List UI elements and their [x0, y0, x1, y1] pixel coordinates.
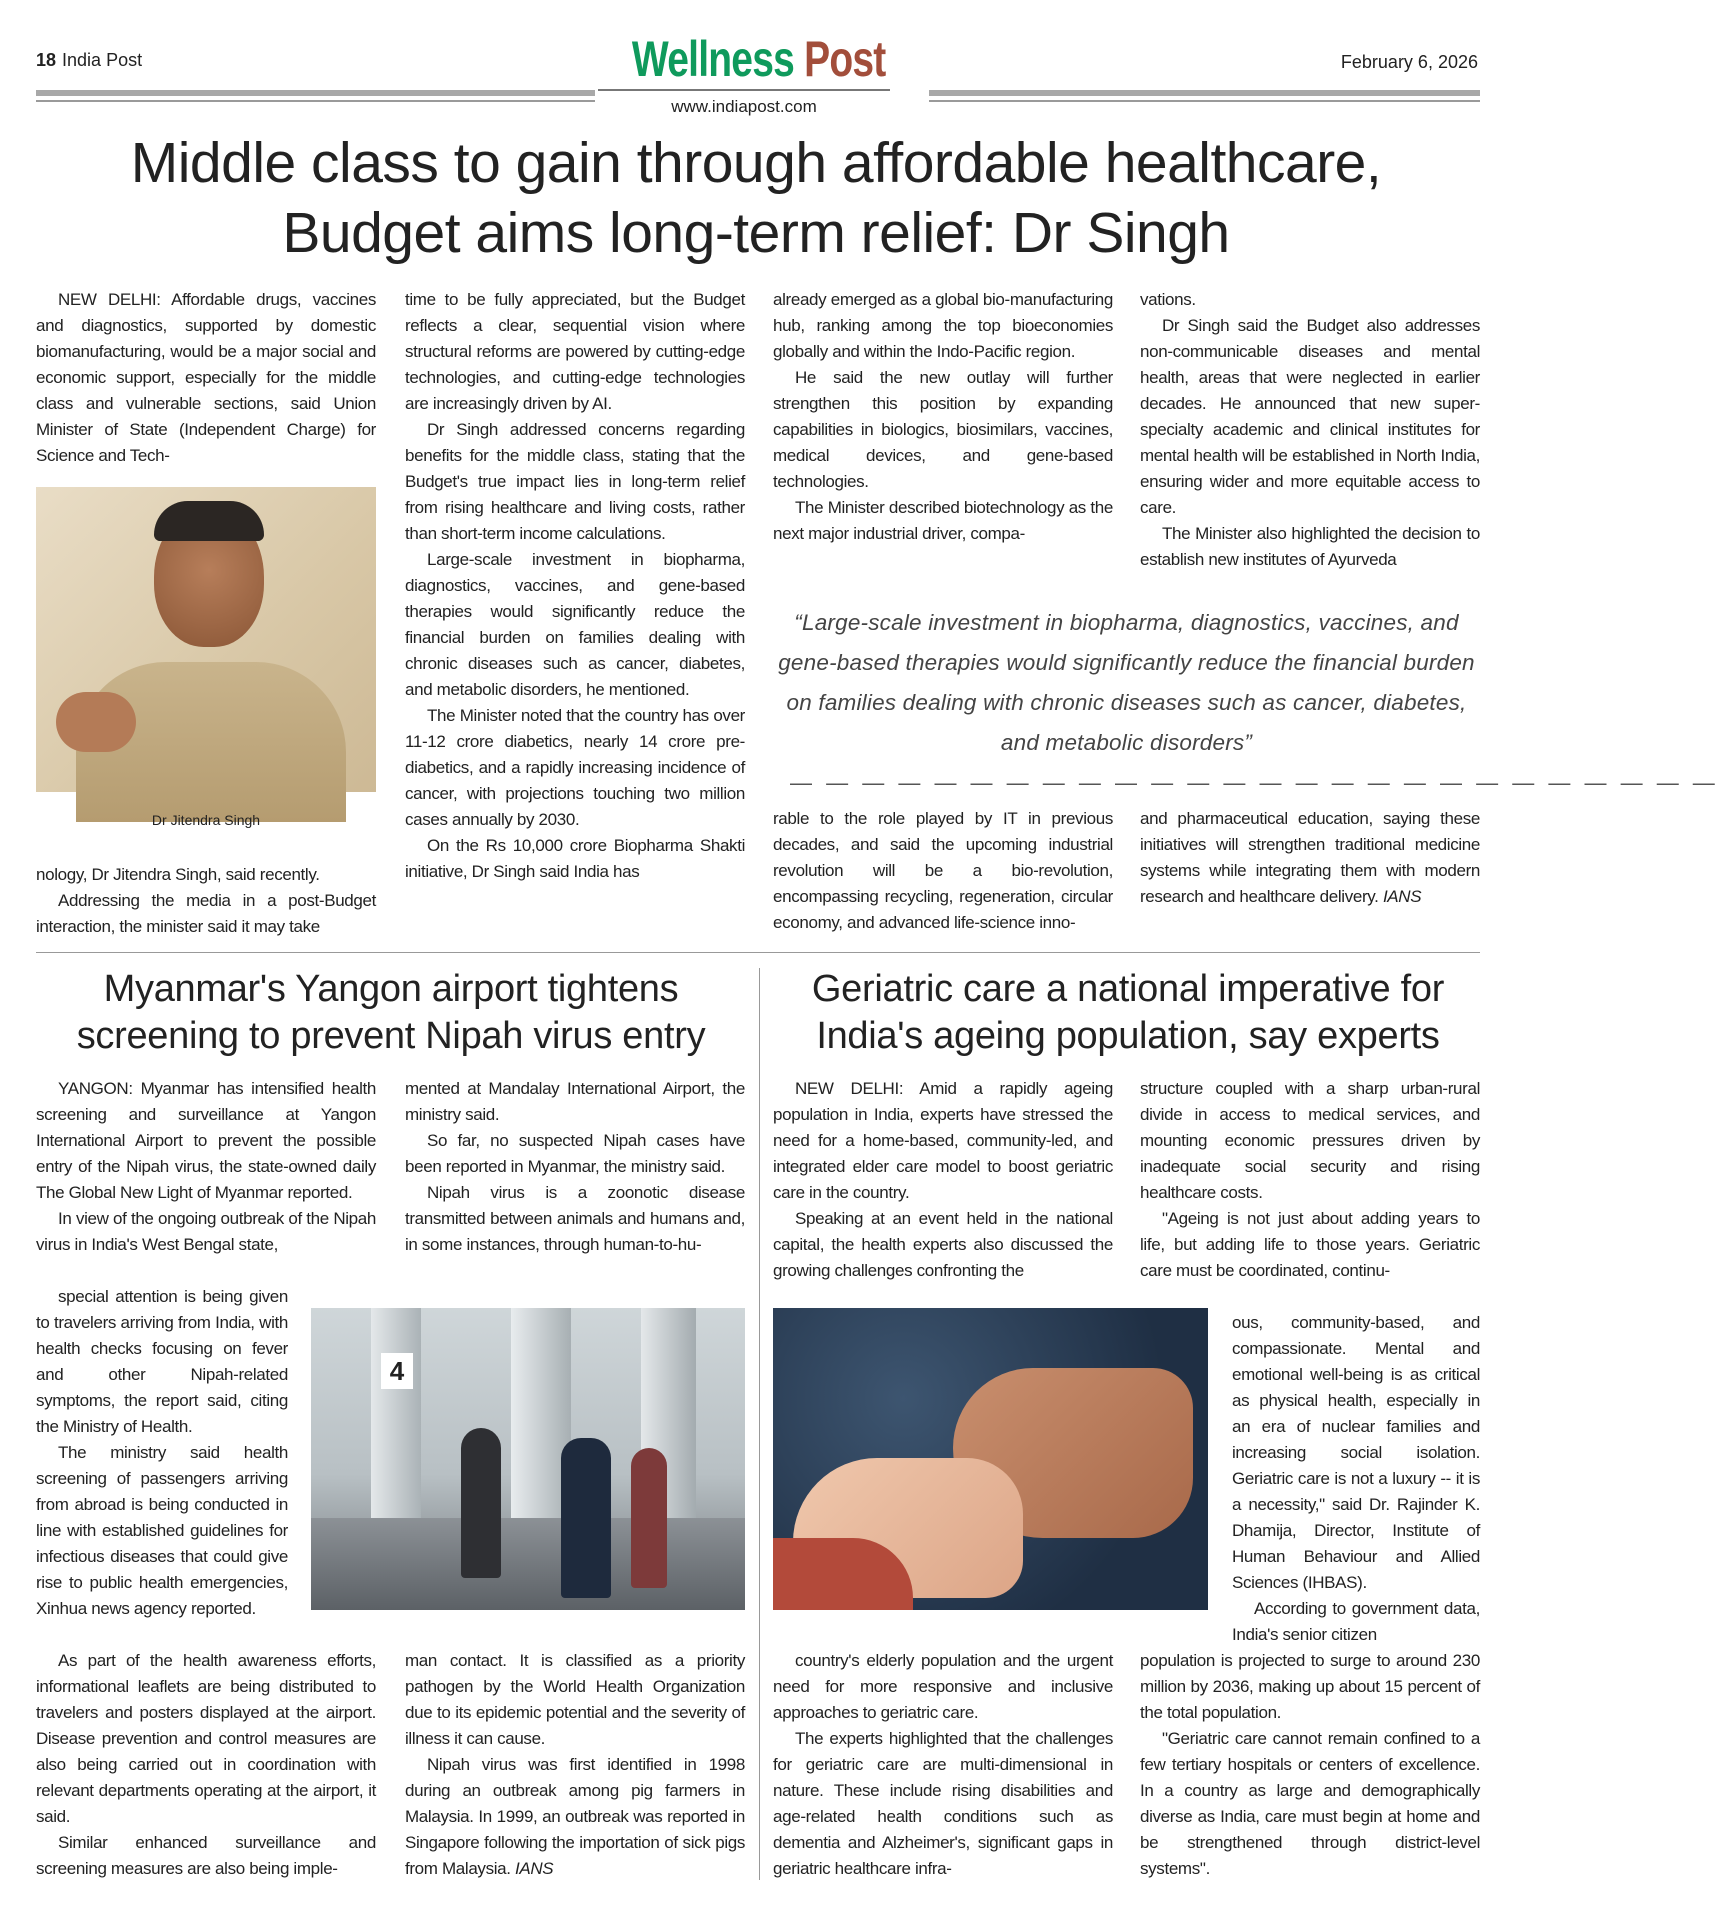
- paragraph-text: ous, community-based, and compassionate. Mental and emotional well-being is as critical as physical health, especially in an era of nuclear families and increasing social isolation. Geriatric care is not a luxury -- it is a necessity," said Dr. Rajinder K. Dhamija, Director, Institute of Human Behaviour and Allied Sciences (IHBAS).: [1232, 1313, 1480, 1592]
- paragraph-text: already emerged as a global bio-manufacturing hub, ranking among the top bioeconomies globally and within the Indo-Pacific region.: [773, 290, 1113, 361]
- logo-word-2: Post: [804, 31, 886, 87]
- paragraph-text: structure coupled with a sharp urban-rural divide in access to medical services, and mounting economic pressures driven by inadequate social security and rising healthcare costs.: [1140, 1079, 1480, 1202]
- paragraph-text: and pharmaceutical education, saying these initiatives will strengthen traditional medicine systems while integrating them with modern research and healthcare delivery.: [1140, 809, 1480, 906]
- article-paragraph: [1140, 1726, 1480, 1882]
- article-paragraph: [36, 1076, 376, 1206]
- website-url: www.indiapost.com: [671, 97, 817, 116]
- header-rule-left: [36, 90, 595, 96]
- geriatric-col1-bottom: [773, 1648, 1113, 1882]
- paragraph-text: vations.: [1140, 290, 1196, 309]
- paragraph-text: nology, Dr Jitendra Singh, said recently.: [36, 865, 320, 884]
- column-divider: [759, 968, 760, 1880]
- article-paragraph: [773, 1648, 1113, 1726]
- paragraph-text: NEW DELHI: Affordable drugs, vaccines and diagnostics, supported by domestic biomanufacturing, would be a major social and economic support, especially for the middle class and vulnerable sections, said Union Minister of State (Independent Charge) for Science and Tech-: [36, 290, 376, 465]
- paragraph-text: As part of the health awareness efforts, informational leaflets are being distributed to travelers and posters displayed at the airport. Disease prevention and control measures are also being carried out in coordination with relevant departments operating at the airport, it said.: [36, 1651, 376, 1826]
- holding-hands-photo: [773, 1308, 1208, 1610]
- article-paragraph: [36, 1206, 376, 1258]
- article-paragraph: [36, 1284, 288, 1440]
- gate-sign: 4: [381, 1353, 413, 1389]
- article-paragraph: [36, 1830, 376, 1882]
- page-number: 18: [36, 50, 57, 70]
- article-paragraph: [773, 1206, 1113, 1284]
- article-paragraph: [405, 1180, 745, 1258]
- article-paragraph: [1140, 806, 1480, 910]
- paragraph-text: time to be fully appreciated, but the Budget reflects a clear, sequential vision where structural reforms are powered by cutting-edge technologies, and cutting-edge technologies are increasingly driven by AI.: [405, 290, 745, 413]
- main-article-col4-top: [1140, 287, 1480, 573]
- article-paragraph: [36, 862, 376, 888]
- header-rule-right: [929, 90, 1480, 96]
- article-paragraph: [773, 365, 1113, 495]
- myanmar-col2-top: [405, 1076, 745, 1258]
- paragraph-text: The ministry said health screening of passengers arriving from abroad is being conducted in line with established guidelines for infectious diseases that could give rise to public health emergencies, Xinhua news agency reported.: [36, 1443, 288, 1618]
- issue-date: February 6, 2026: [1340, 52, 1478, 72]
- page-folio: [36, 50, 142, 71]
- section-name: India Post: [62, 50, 143, 70]
- pull-quote-rule: — — — — — — — — — — — — — — — — — — — — — — — — — —: [790, 770, 1719, 795]
- article-paragraph: [773, 495, 1113, 547]
- paragraph-text: country's elderly population and the urgent need for more responsive and inclusive approaches to geriatric care.: [773, 1651, 1113, 1722]
- paragraph-text: The Minister described biotechnology as the next major industrial driver, compa-: [773, 498, 1113, 543]
- myanmar-col1-bottom: [36, 1648, 376, 1882]
- paragraph-text: Dr Singh addressed concerns regarding benefits for the middle class, stating that the Budget's true impact lies in long-term relief from rising healthcare and living costs, rather than short-term income calculations.: [405, 420, 745, 543]
- paragraph-text: Dr Singh said the Budget also addresses non-communicable diseases and mental health, areas that were neglected in earlier decades. He announced that new super-specialty academic and clinical institutes for mental health will be established in North India, ensuring wider and more equitable access to care.: [1140, 316, 1480, 517]
- wellness-post-logo: [631, 30, 886, 88]
- myanmar-col1-narrow: [36, 1284, 288, 1622]
- paragraph-text: population is projected to surge to around 230 million by 2036, making up about 15 percent of the total population.: [1140, 1651, 1480, 1722]
- myanmar-col1-top: [36, 1076, 376, 1258]
- logo-underline: [598, 89, 890, 91]
- main-article-col1-bottom: [36, 862, 376, 940]
- article-paragraph: [405, 703, 745, 833]
- main-article-col4-bottom: [1140, 806, 1480, 910]
- paragraph-text: special attention is being given to travelers arriving from India, with health checks focusing on fever and other Nipah-related symptoms, the report said, citing the Ministry of Health.: [36, 1287, 288, 1436]
- dr-jitendra-singh-photo: [36, 487, 376, 792]
- article-paragraph: [773, 287, 1113, 365]
- logo-word-1: Wellness: [631, 31, 795, 87]
- article-paragraph: [36, 1440, 288, 1622]
- header-thin-rule-right: [929, 100, 1480, 102]
- byline: IANS: [1382, 887, 1422, 906]
- paragraph-text: He said the new outlay will further strengthen this position by expanding capabilities in biologics, biosimilars, vaccines, medical devices, and gene-based technologies.: [773, 368, 1113, 491]
- article-paragraph: [405, 1648, 745, 1752]
- geriatric-col1-top: [773, 1076, 1113, 1284]
- article-paragraph: [1140, 313, 1480, 521]
- paragraph-text: Nipah virus is a zoonotic disease transmitted between animals and humans and, in some instances, through human-to-hu-: [405, 1183, 745, 1254]
- article-paragraph: [1140, 1076, 1480, 1206]
- paragraph-text: Nipah virus was first identified in 1998 during an outbreak among pig farmers in Malaysia. In 1999, an outbreak was reported in Singapore following the importation of sick pigs from Malaysia.: [405, 1755, 745, 1878]
- paragraph-text: Large-scale investment in biopharma, diagnostics, vaccines, and gene-based therapies would significantly reduce the financial burden on families dealing with chronic diseases such as cancer, diabetes, and metabolic disorders, he mentioned.: [405, 550, 745, 699]
- article-paragraph: [405, 1076, 745, 1128]
- myanmar-article-title: Myanmar's Yangon airport tightens screening to prevent Nipah virus entry: [76, 968, 706, 1057]
- article-paragraph: [405, 417, 745, 547]
- main-article-col3-top: [773, 287, 1113, 547]
- paragraph-text: rable to the role played by IT in previous decades, and said the upcoming industrial revolution will be a bio-revolution, encompassing recycling, regeneration, circular economy, and advanced life-science inno-: [773, 809, 1113, 932]
- paragraph-text: According to government data, India's senior citizen: [1232, 1599, 1480, 1644]
- main-article-col3-bottom: [773, 806, 1113, 936]
- paragraph-text: "Geriatric care cannot remain confined to a few tertiary hospitals or centers of excellence. In a country as large and demographically diverse as India, care must begin at home and be strengthened through district-level systems".: [1140, 1729, 1480, 1878]
- paragraph-text: "Ageing is not just about adding years to life, but adding life to those years. Geriatric care must be coordinated, continu-: [1140, 1209, 1480, 1280]
- article-paragraph: [405, 833, 745, 885]
- main-headline: [20, 128, 1492, 268]
- article-paragraph: [405, 547, 745, 703]
- article-paragraph: [773, 1076, 1113, 1206]
- article-paragraph: [36, 888, 376, 940]
- article-paragraph: [36, 287, 376, 469]
- myanmar-col2-bottom: [405, 1648, 745, 1882]
- main-article-col1-top: [36, 287, 376, 469]
- paragraph-text: mented at Mandalay International Airport, the ministry said.: [405, 1079, 745, 1124]
- article-paragraph: [1232, 1596, 1480, 1648]
- article-paragraph: [405, 1752, 745, 1882]
- paragraph-text: So far, no suspected Nipah cases have been reported in Myanmar, the ministry said.: [405, 1131, 745, 1176]
- article-paragraph: [405, 1128, 745, 1180]
- paragraph-text: Addressing the media in a post-Budget interaction, the minister said it may take: [36, 891, 376, 936]
- article-paragraph: [1140, 1206, 1480, 1284]
- geriatric-article-title: Geriatric care a national imperative for India's ageing population, say experts: [811, 968, 1445, 1057]
- header-thin-rule-left: [36, 100, 595, 102]
- paragraph-text: The Minister noted that the country has over 11-12 crore diabetics, nearly 14 crore pre-diabetics, and a rapidly increasing incidence of cancer, with projections touching two million cases annually by 2030.: [405, 706, 745, 829]
- paragraph-text: In view of the ongoing outbreak of the Nipah virus in India's West Bengal state,: [36, 1209, 376, 1254]
- section-divider: [36, 952, 1480, 953]
- paragraph-text: Similar enhanced surveillance and screening measures are also being imple-: [36, 1833, 376, 1878]
- photo-caption: Dr Jitendra Singh: [151, 812, 261, 828]
- paragraph-text: NEW DELHI: Amid a rapidly ageing population in India, experts have stressed the need for a home-based, community-led, and integrated elder care model to boost geriatric care in the country.: [773, 1079, 1113, 1202]
- paragraph-text: Speaking at an event held in the national capital, the health experts also discussed the growing challenges confronting the: [773, 1209, 1113, 1280]
- main-article-col2: [405, 287, 745, 885]
- byline: IANS: [515, 1859, 554, 1878]
- article-paragraph: [773, 806, 1113, 936]
- article-paragraph: [1232, 1310, 1480, 1596]
- paragraph-text: The experts highlighted that the challenges for geriatric care are multi-dimensional in nature. These include rising disabilities and age-related health conditions such as dementia and Alzheimer's, significant gaps in geriatric healthcare infra-: [773, 1729, 1113, 1878]
- article-paragraph: [773, 1726, 1113, 1882]
- geriatric-col2-bottom: [1140, 1648, 1480, 1882]
- paragraph-text: YANGON: Myanmar has intensified health screening and surveillance at Yangon International Airport to prevent the possible entry of the Nipah virus, the state-owned daily The Global New Light of Myanmar reported.: [36, 1079, 376, 1202]
- article-paragraph: [1140, 287, 1480, 313]
- geriatric-col2-top: [1140, 1076, 1480, 1284]
- pull-quote: “Large-scale investment in biopharma, diagnostics, vaccines, and gene-based therapies would significantly reduce the financial burden on families dealing with chronic diseases such as cancer, diabetes, and metabolic disorders”: [778, 610, 1475, 755]
- article-paragraph: [36, 1648, 376, 1830]
- article-paragraph: [1140, 521, 1480, 573]
- paragraph-text: The Minister also highlighted the decision to establish new institutes of Ayurveda: [1140, 524, 1480, 569]
- paragraph-text: man contact. It is classified as a priority pathogen by the World Health Organization due to its epidemic potential and the severity of illness it can cause.: [405, 1651, 745, 1748]
- article-paragraph: [405, 287, 745, 417]
- article-paragraph: [1140, 1648, 1480, 1726]
- yangon-airport-photo: [311, 1308, 745, 1610]
- headline-line-1: Middle class to gain through affordable healthcare,: [130, 131, 1382, 195]
- headline-line-2: Budget aims long-term relief: Dr Singh: [282, 201, 1230, 265]
- geriatric-col2-narrow: [1232, 1310, 1480, 1648]
- paragraph-text: On the Rs 10,000 crore Biopharma Shakti initiative, Dr Singh said India has: [405, 836, 745, 881]
